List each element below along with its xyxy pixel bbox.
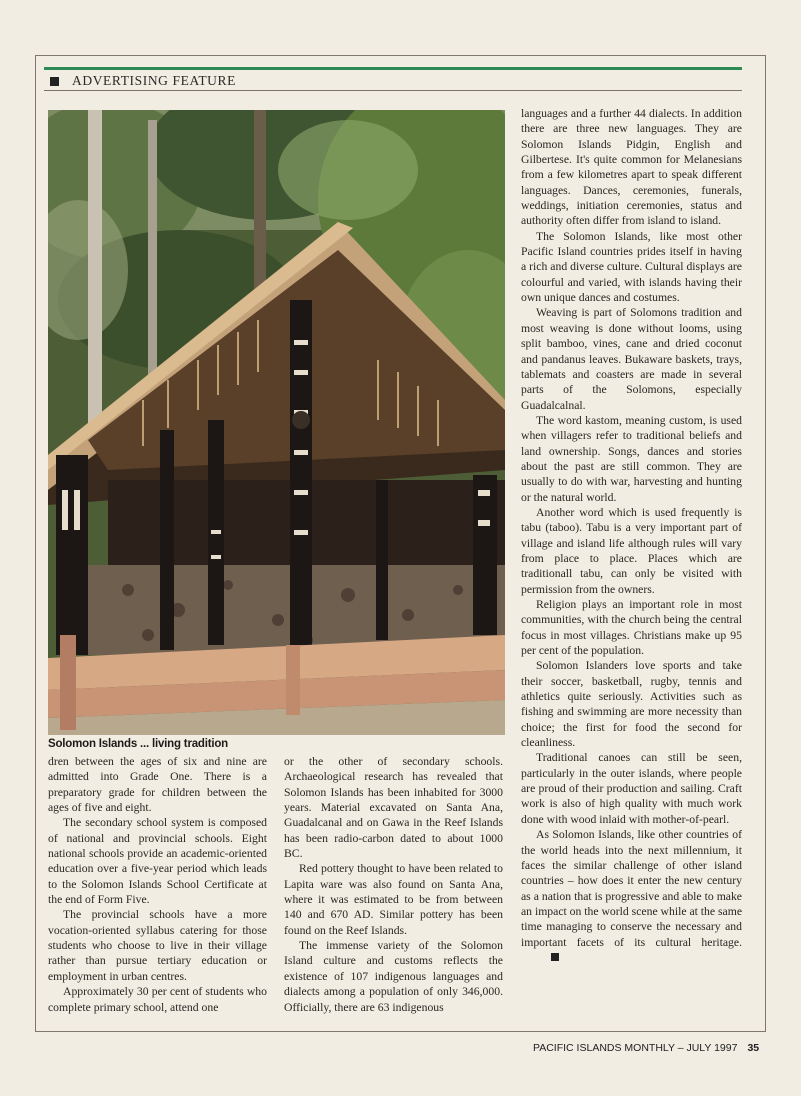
- paragraph: The provincial schools have a more vocation-oriented syllabus catering for those students who choose to live in their village rather than pursue tertiary education or employment in urban centres.: [48, 908, 267, 983]
- paragraph: or the other of secondary schools. Archaeological research has revealed that Solomon Islands has been inhabited for 3000 years. Material excavated on Santa Ana, Guadalcanal and on Gawa in the Reef Islands has been radio-carbon dated to about 1000 BC.: [284, 755, 503, 861]
- paragraph: Religion plays an important role in most communities, with the church being the central focus in most villages. Christians make up 95 per cent of the population.: [521, 598, 742, 658]
- page-footer: [533, 1042, 759, 1054]
- header-accent-rule: [44, 67, 742, 70]
- footer-publication: PACIFIC ISLANDS MONTHLY – JULY 1997: [533, 1042, 738, 1054]
- paragraph: Solomon Islanders love sports and take their soccer, basketball, rugby, tennis and athletics quite seriously. Activities such as fishing and swimming are more necessity than choice; the first for food the second for cleanliness.: [521, 659, 742, 750]
- paragraph-final-text: As Solomon Islands, like other countries of the world heads into the next millennium, it faces the similar challenge of other island countries – how does it enter the new century as a nation that is progressive and able to make an impact on the world scene while at the same time managing to conserve the necessary and important facets of its cultural heritage.: [521, 828, 743, 949]
- paragraph: Approximately 30 per cent of students who complete primary school, attend one: [48, 985, 267, 1014]
- article-column-2: [284, 754, 503, 1015]
- paragraph: dren between the ages of six and nine are admitted into Grade One. There is a preparatory grade for children between the ages of five and eight.: [48, 755, 267, 815]
- header-rule: [44, 90, 742, 91]
- page-number: 35: [747, 1042, 760, 1054]
- paragraph: The secondary school system is composed of national and provincial schools. Eight national schools provide an academic-oriented education over a five-year period which leads to the Solomon Islands School Certificate at the end of Form Five.: [48, 816, 267, 907]
- paragraph-final: [521, 827, 742, 965]
- section-header: [50, 72, 236, 90]
- end-mark-square-icon: [551, 953, 559, 961]
- photo-custom-house: [48, 110, 505, 735]
- article-column-1: [48, 754, 267, 1015]
- paragraph: Weaving is part of Solomons tradition and most weaving is done without looms, using split bamboo, vines, cane and dried coconut and pandanus leaves. Bukaware baskets, trays, tablemats and coasters are made in several parts of the Solomons, especially Guadalcalnal.: [521, 306, 742, 412]
- paragraph: The word kastom, meaning custom, is used when villagers refer to traditional beliefs and land ownership. Songs, dances and stories about the past are still common. They are usually to do with war, harvesting and hunting or the natural world.: [521, 413, 742, 504]
- paragraph: The Solomon Islands, like most other Pacific Island countries prides itself in having a rich and diverse culture. Cultural displays are colourful and varied, with islands having their own unique dances and costumes.: [521, 229, 742, 305]
- article-column-3: [521, 106, 742, 965]
- paragraph: languages and a further 44 dialects. In addition there are three new languages. They are Solomon Islands Pidgin, English and Gilbertese. It's quite common for Melanesians from a few kilometres apart to speak different languages. Dances, ceremonies, funerals, weddings, initiation ceremonies, status and authority often differ from island to island.: [521, 107, 742, 228]
- bullet-square-icon: [50, 77, 59, 86]
- photo-caption: Solomon Islands ... living tradition: [48, 738, 229, 750]
- paragraph: The immense variety of the Solomon Island culture and customs reflects the existence of 107 indigenous languages and dialects among a population of only 346,000. Officially, there are 63 indigenous: [284, 939, 503, 1014]
- paragraph: Red pottery thought to have been related to Lapita ware was also found on Santa Ana, where it was estimated to be from between 140 and 670 AD. Similar pottery has been found on the Reef Islands.: [284, 862, 503, 937]
- paragraph: Traditional canoes can still be seen, particularly in the outer islands, where people are proud of their production and sailing. Craft work is also of high quality with much work done with wood inlaid with mother-of-pearl.: [521, 751, 742, 826]
- paragraph: Another word which is used frequently is tabu (taboo). Tabu is a very important part of village and island life although rules will vary from place to place. Places which are traditionall tabu, can only be visited with permission from the owners.: [521, 505, 742, 596]
- section-header-label: ADVERTISING FEATURE: [72, 73, 236, 88]
